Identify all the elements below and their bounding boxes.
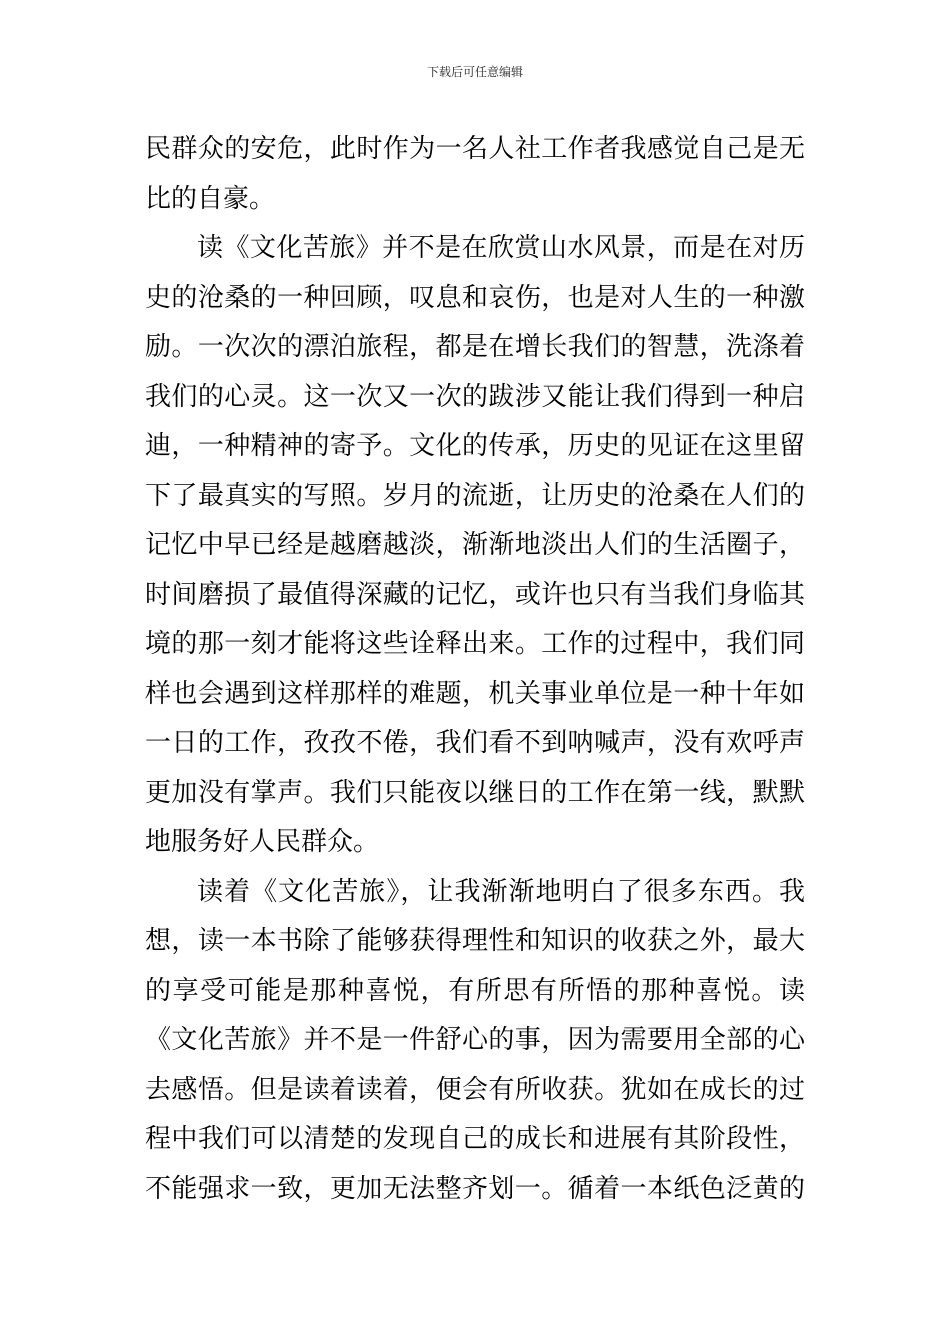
- document-body: [145, 125, 805, 1214]
- paragraph: [145, 868, 805, 1215]
- text-line: 史的沧桑的一种回顾，叹息和哀伤，也是对人生的一种激: [145, 282, 805, 313]
- paragraph: [145, 125, 805, 224]
- text-line: 我们的心灵。这一次又一次的跋涉又能让我们得到一种启: [145, 381, 805, 412]
- text-line: 去感悟。但是读着读着，便会有所收获。犹如在成长的过: [145, 1074, 805, 1105]
- text-line: 读《文化苦旅》并不是在欣赏山水风景，而是在对历: [197, 233, 805, 263]
- text-line: 时间磨损了最值得深藏的记忆，或许也只有当我们身临其: [145, 579, 805, 610]
- text-line: 想，读一本书除了能够获得理性和知识的收获之外，最大: [145, 926, 805, 956]
- text-line: 比的自豪。: [145, 183, 276, 214]
- paragraph: [145, 224, 805, 868]
- text-line: 一日的工作，孜孜不倦，我们看不到呐喊声，没有欢呼声: [145, 728, 805, 758]
- text-line: 地服务好人民群众。: [145, 827, 380, 857]
- text-line: 程中我们可以清楚的发现自己的成长和进展有其阶段性，: [145, 1124, 805, 1154]
- text-line: 不能强求一致，更加无法整齐划一。循着一本纸色泛黄的: [145, 1173, 805, 1204]
- page-header: 下载后可任意编辑: [426, 65, 523, 79]
- text-line: 下了最真实的写照。岁月的流逝，让历史的沧桑在人们的: [145, 480, 805, 511]
- text-line: 更加没有掌声。我们只能夜以继日的工作在第一线，默默: [145, 777, 805, 808]
- text-line: 民群众的安危，此时作为一名人社工作者我感觉自己是无: [145, 134, 805, 164]
- text-line: 的享受可能是那种喜悦，有所思有所悟的那种喜悦。读: [145, 975, 805, 1006]
- text-line: 《文化苦旅》并不是一件舒心的事，因为需要用全部的心: [145, 1025, 805, 1055]
- text-line: 励。一次次的漂泊旅程，都是在增长我们的智慧，洗涤着: [145, 332, 805, 362]
- text-line: 记忆中早已经是越磨越淡，渐渐地淡出人们的生活圈子，: [145, 530, 805, 560]
- text-line: 样也会遇到这样那样的难题，机关事业单位是一种十年如: [145, 678, 805, 709]
- text-line: 境的那一刻才能将这些诠释出来。工作的过程中，我们同: [145, 629, 805, 659]
- text-line: 迪，一种精神的寄予。文化的传承，历史的见证在这里留: [145, 431, 805, 461]
- text-line: 读着《文化苦旅》，让我渐渐地明白了很多东西。我: [197, 876, 805, 907]
